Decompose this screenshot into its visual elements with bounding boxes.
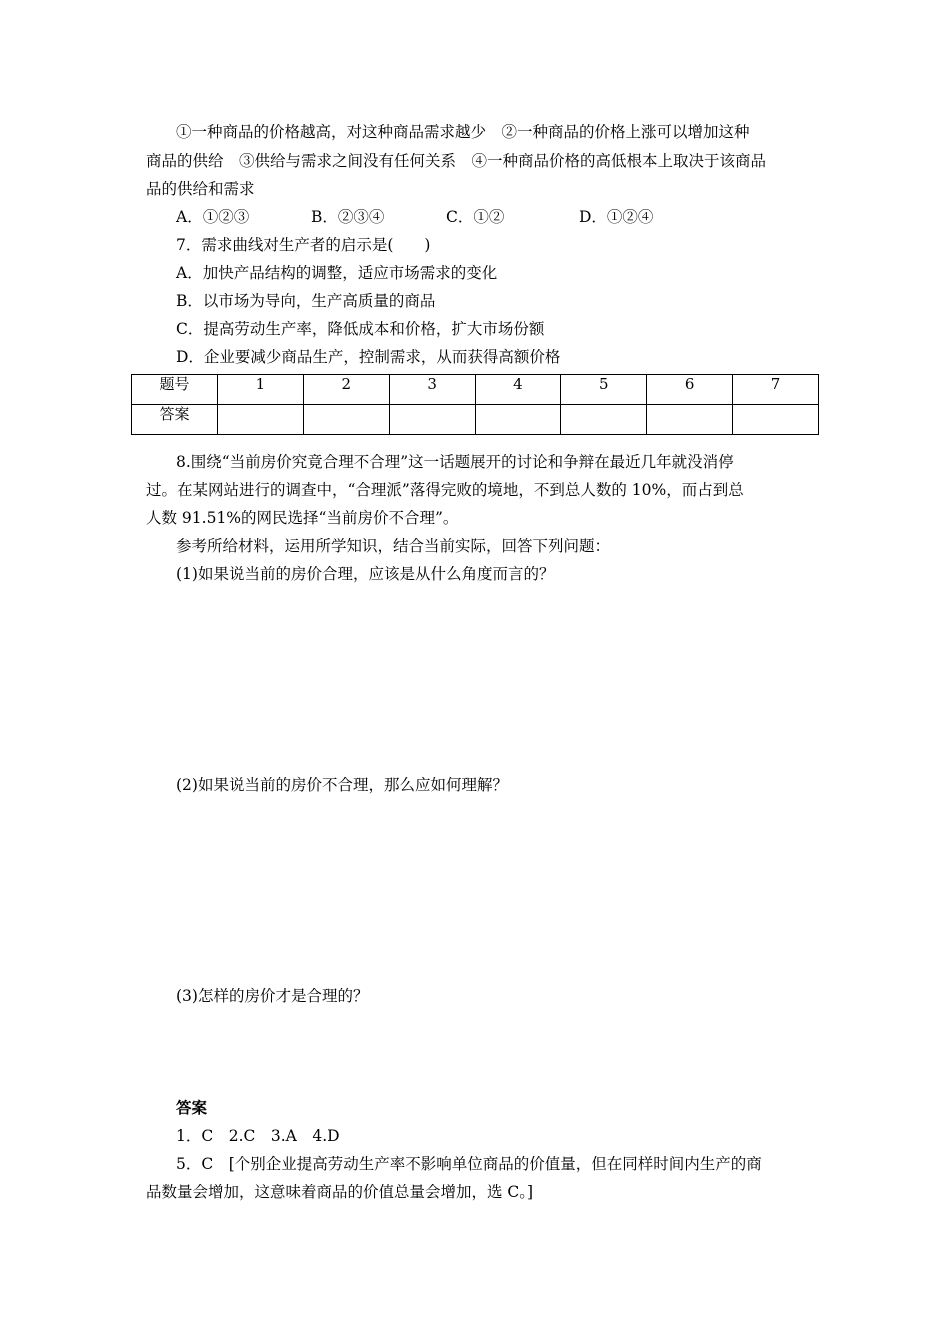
answer-table-number: 3 bbox=[389, 375, 475, 405]
answer-cell[interactable] bbox=[561, 405, 647, 435]
q6-stem-line-1: ①一种商品的价格越高，对这种商品需求越少 ②一种商品的价格上涨可以增加这种 bbox=[176, 123, 750, 141]
q8-line-3: 人数 91.51%的网民选择“当前房价不合理”。 bbox=[146, 509, 459, 527]
q8-line-2: 过。在某网站进行的调查中，“合理派”落得完败的境地，不到总人数的 10%，而占到总 bbox=[146, 481, 744, 499]
answer-table-header-label: 题号 bbox=[132, 375, 218, 405]
q6-option-b: B．②③④ bbox=[311, 208, 385, 226]
answer-table-number: 1 bbox=[218, 375, 304, 405]
q8-subquestion-1: (1)如果说当前的房价合理，应该是从什么角度而言的？ bbox=[176, 565, 555, 583]
answer-table-answer-label: 答案 bbox=[132, 405, 218, 435]
q6-option-d: D．①②④ bbox=[579, 208, 654, 226]
q7-option-b: B．以市场为导向，生产高质量的商品 bbox=[176, 292, 436, 310]
q7-option-c: C．提高劳动生产率，降低成本和价格，扩大市场份额 bbox=[176, 320, 545, 338]
answer-cell[interactable] bbox=[389, 405, 475, 435]
answer-cell[interactable] bbox=[218, 405, 304, 435]
answer-cell[interactable] bbox=[475, 405, 561, 435]
answers-line-2: 5．C [个别企业提高劳动生产率不影响单位商品的价值量，但在同样时间内生产的商 bbox=[176, 1155, 762, 1173]
answer-table-number: 4 bbox=[475, 375, 561, 405]
answer-table-number: 2 bbox=[303, 375, 389, 405]
q6-stem-line-3: 品的供给和需求 bbox=[146, 180, 255, 198]
q7-option-d: D．企业要减少商品生产，控制需求，从而获得高额价格 bbox=[176, 348, 561, 366]
answers-heading: 答案 bbox=[176, 1099, 208, 1117]
q8-instruction: 参考所给材料，运用所学知识，结合当前实际，回答下列问题： bbox=[176, 537, 611, 555]
answers-line-3: 品数量会增加，这意味着商品的价值总量会增加，选 C。] bbox=[146, 1183, 534, 1201]
answer-table bbox=[131, 374, 819, 435]
answer-table-header-row bbox=[132, 375, 819, 405]
answer-cell[interactable] bbox=[733, 405, 819, 435]
q6-option-c: C．①② bbox=[446, 208, 505, 226]
answers-line-1: 1．C 2.C 3.A 4.D bbox=[176, 1127, 340, 1145]
answer-table-number: 7 bbox=[733, 375, 819, 405]
q7-stem: 7．需求曲线对生产者的启示是( ) bbox=[176, 236, 431, 254]
q6-option-a: A．①②③ bbox=[176, 208, 250, 226]
q7-option-a: A．加快产品结构的调整，适应市场需求的变化 bbox=[176, 264, 498, 282]
answer-table-answer-row bbox=[132, 405, 819, 435]
answer-table-number: 5 bbox=[561, 375, 647, 405]
q8-subquestion-3: (3)怎样的房价才是合理的？ bbox=[176, 987, 369, 1005]
q6-stem-line-2: 商品的供给 ③供给与需求之间没有任何关系 ④一种商品价格的高低根本上取决于该商品 bbox=[146, 152, 767, 170]
answer-cell[interactable] bbox=[303, 405, 389, 435]
answer-table-number: 6 bbox=[647, 375, 733, 405]
q8-line-1: 8.围绕“当前房价究竟合理不合理”这一话题展开的讨论和争辩在最近几年就没消停 bbox=[176, 453, 734, 471]
answer-cell[interactable] bbox=[647, 405, 733, 435]
q8-subquestion-2: (2)如果说当前的房价不合理，那么应如何理解？ bbox=[176, 776, 508, 794]
